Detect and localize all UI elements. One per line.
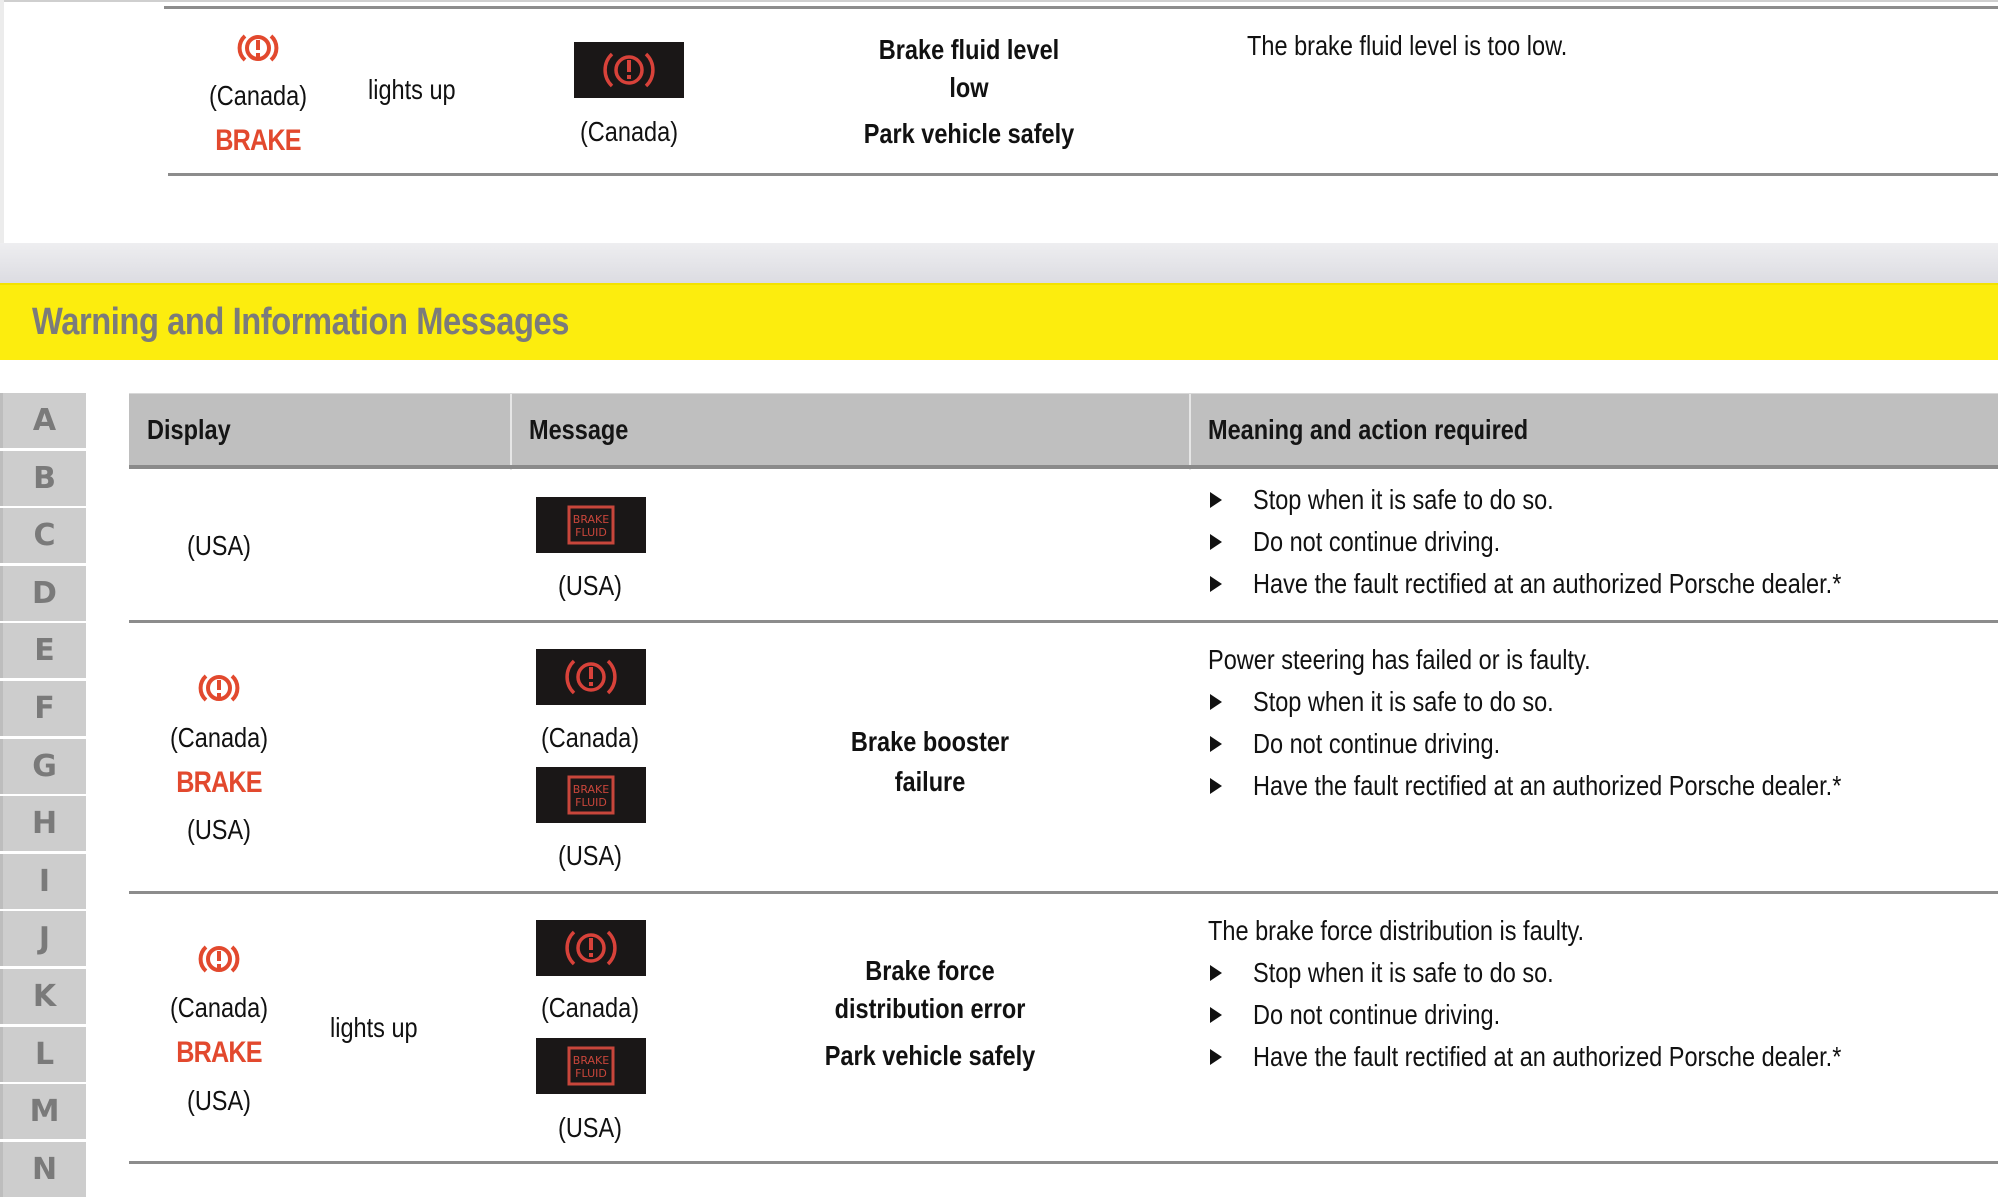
row-divider <box>129 620 1998 623</box>
display-region-label: (USA) <box>186 814 252 845</box>
column-header-meaning: Meaning and action required <box>1208 414 1529 445</box>
top-edge <box>4 0 1998 2</box>
brake-fluid-display-icon <box>536 1038 646 1094</box>
bullet-icon <box>1210 694 1222 710</box>
column-separator <box>1189 394 1191 470</box>
index-tab-b[interactable]: B <box>0 451 86 506</box>
section-banner <box>0 283 1998 360</box>
meaning-bullet: Do not continue driving. <box>1253 999 1501 1030</box>
index-tab-d[interactable]: D <box>0 566 86 621</box>
meaning-bullet: Stop when it is safe to do so. <box>1253 484 1554 515</box>
meaning-bullet: Stop when it is safe to do so. <box>1253 957 1554 988</box>
svg-text:FLUID: FLUID <box>575 1067 607 1080</box>
bullet-icon <box>1210 778 1222 794</box>
message-line: failure <box>894 766 966 797</box>
brake-fluid-display-icon <box>536 767 646 823</box>
message-line: distribution error <box>834 993 1026 1024</box>
display-region-label: (USA) <box>186 530 252 561</box>
message-region-label: (Canada) <box>540 722 640 753</box>
display-region-label: (USA) <box>186 1085 252 1116</box>
meaning-bullet: Do not continue driving. <box>1253 526 1501 557</box>
row-divider <box>164 6 1998 9</box>
display-region-label: (Canada) <box>208 80 308 111</box>
display-region-label: (Canada) <box>169 722 269 753</box>
header-divider <box>129 465 1998 469</box>
index-tab-m[interactable]: M <box>0 1084 86 1139</box>
brake-label: BRAKE <box>176 766 262 799</box>
meaning-bullet: Do not continue driving. <box>1253 728 1501 759</box>
svg-text:BRAKE: BRAKE <box>572 783 610 796</box>
table-header <box>129 393 1998 469</box>
section-separator <box>0 243 1998 283</box>
row-divider <box>129 1161 1998 1164</box>
message-line: Brake fluid level <box>878 34 1060 65</box>
index-tab-e[interactable]: E <box>0 623 86 678</box>
meaning-intro: Power steering has failed or is faulty. <box>1208 644 1591 675</box>
index-tab-n[interactable]: N <box>0 1142 86 1197</box>
bullet-icon <box>1210 1007 1222 1023</box>
column-header-message: Message <box>529 414 629 445</box>
display-region-label: (Canada) <box>169 992 269 1023</box>
index-tab-l[interactable]: L <box>0 1027 86 1082</box>
brake-warning-icon <box>197 941 241 982</box>
bullet-icon <box>1210 1049 1222 1065</box>
meaning-intro: The brake force distribution is faulty. <box>1208 915 1585 946</box>
message-region-label: (USA) <box>557 840 623 871</box>
bullet-icon <box>1210 492 1222 508</box>
brake-warning-display-icon <box>536 920 646 976</box>
column-header-display: Display <box>147 414 231 445</box>
brake-warning-display-icon <box>536 649 646 705</box>
previous-table-section <box>0 0 1998 243</box>
bullet-icon <box>1210 534 1222 550</box>
index-tab-a[interactable]: A <box>0 393 86 448</box>
svg-text:FLUID: FLUID <box>575 796 607 809</box>
row-divider <box>168 173 1998 176</box>
index-tab-f[interactable]: F <box>0 681 86 736</box>
message-line: low <box>949 72 989 103</box>
index-tab-k[interactable]: K <box>0 969 86 1024</box>
brake-warning-icon <box>236 30 280 71</box>
message-line: Brake force <box>865 955 995 986</box>
index-tab-c[interactable]: C <box>0 508 86 563</box>
brake-label: BRAKE <box>215 124 301 157</box>
svg-text:BRAKE: BRAKE <box>572 513 610 526</box>
bullet-icon <box>1210 965 1222 981</box>
display-state: lights up <box>330 1012 418 1043</box>
meaning-text: The brake fluid level is too low. <box>1247 30 1568 61</box>
index-tab-i[interactable]: I <box>0 854 86 909</box>
bullet-icon <box>1210 736 1222 752</box>
message-region-label: (USA) <box>557 1112 623 1143</box>
meaning-bullet: Stop when it is safe to do so. <box>1253 686 1554 717</box>
message-line: Park vehicle safely <box>863 118 1075 149</box>
brake-fluid-display-icon <box>536 497 646 553</box>
message-line: Park vehicle safely <box>824 1040 1036 1071</box>
meaning-bullet: Have the fault rectified at an authorized Porsche dealer.* <box>1253 770 1842 801</box>
meaning-bullet: Have the fault rectified at an authorized Porsche dealer.* <box>1253 568 1842 599</box>
message-line: Brake booster <box>850 726 1010 757</box>
brake-warning-icon <box>197 670 241 711</box>
index-tab-j[interactable]: J <box>0 911 86 966</box>
index-tab-h[interactable]: H <box>0 796 86 851</box>
index-tab-g[interactable]: G <box>0 739 86 794</box>
column-separator <box>510 394 512 470</box>
meaning-bullet: Have the fault rectified at an authorized Porsche dealer.* <box>1253 1041 1842 1072</box>
svg-text:FLUID: FLUID <box>575 526 607 539</box>
row-divider <box>129 891 1998 894</box>
message-region-label: (Canada) <box>540 992 640 1023</box>
alphabet-index <box>0 393 86 1187</box>
brake-warning-display-icon <box>574 42 684 98</box>
message-region-label: (Canada) <box>579 116 679 147</box>
brake-label: BRAKE <box>176 1036 262 1069</box>
message-region-label: (USA) <box>557 570 623 601</box>
svg-text:BRAKE: BRAKE <box>572 1054 610 1067</box>
section-title: Warning and Information Messages <box>32 301 570 343</box>
display-state: lights up <box>368 74 456 105</box>
bullet-icon <box>1210 576 1222 592</box>
